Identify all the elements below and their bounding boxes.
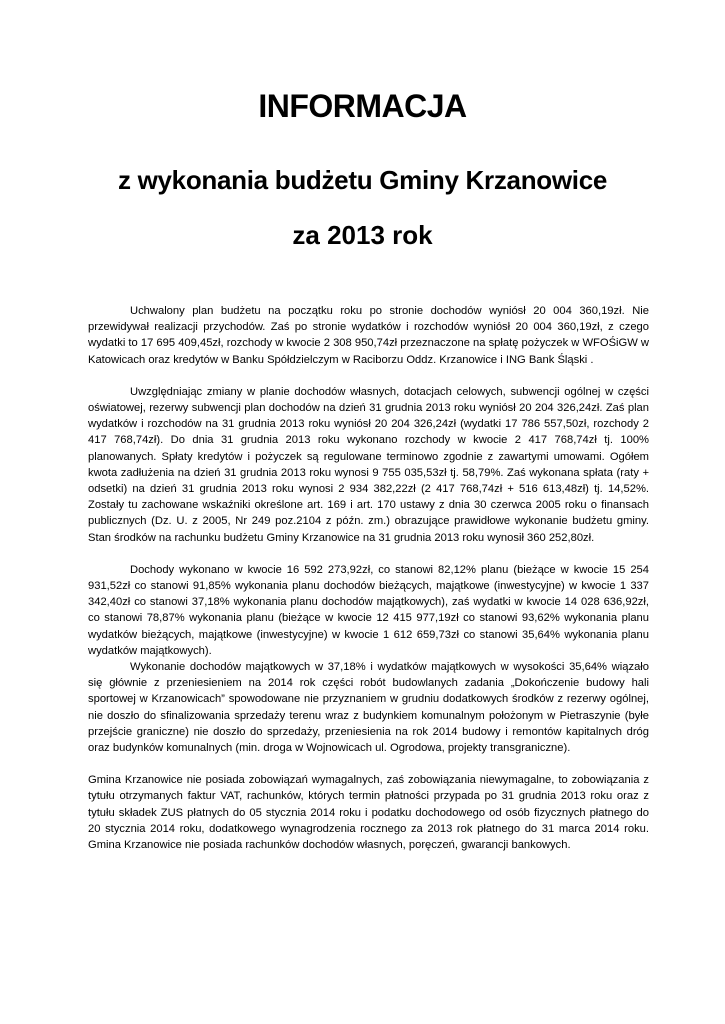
paragraph-liabilities: Gmina Krzanowice nie posiada zobowiązań wymagalnych, zaś zobowiązania niewymagalne, to zobowiązania z tytułu otrzymanych faktur VAT, rachunków, których termin płatności przypada po 31 grudnia 2013 roku oraz z tytułu składek ZUS płatnych do 05 stycznia 2014 roku i podatku dochodowego od osób fizycznych płatnego do 20 stycznia 2014 roku, dodatkowego wynagrodzenia rocznego za 2013 rok płatnego do 31 marca 2014 roku. Gmina Krzanowice nie posiada rachunków dochodów własnych, poręczeń, gwarancji bankowych. xyxy=(88,774,649,852)
document-subtitle-year: za 2013 rok xyxy=(292,220,433,250)
paragraph-budget-plan: Uchwalony plan budżetu na początku roku po stronie dochodów wyniósł 20 004 360,19zł. Nie przewidywał realizacji przychodów. Zaś po stronie wydatków i rozchodów wyniósł 20 004 360,19zł, z czego wydatki to 17 695 409,45zł, rozchody w kwocie 2 308 950,74zł przeznaczone na spłatę pożyczek w WFOŚiGW w Katowicach oraz kredytów w Banku Spółdzielczym w Raciborzu Oddz. Krzanowice i ING Bank Śląski . xyxy=(88,305,649,366)
paragraph-income-execution: Dochody wykonano w kwocie 16 592 273,92zł, co stanowi 82,12% planu (bieżące w kwocie 15 254 931,52zł co stanowi 91,85% wykonania planu dochodów bieżących, majątkowe (inwestycyjne) w kwocie 1 337 342,40zł co stanowi 37,18% wykonania planu dochodów majątkowych), zaś wydatki w kwocie 14 028 636,92zł, co stanowi 78,87% wykonania planu (bieżące w kwocie 12 415 977,19zł co stanowi 93,62% wykonania planu wydatków bieżących, majątkowe (inwestycyjne) w kwocie 1 612 659,73zł co stanowi 35,64% wykonania planu wydatków majątkowych). xyxy=(88,563,649,657)
paragraph-plan-changes: Uwzględniając zmiany w planie dochodów własnych, dotacjach celowych, subwencji ogólnej w części oświatowej, rezerwy subwencji plan dochodów na dzień 31 grudnia 2013 roku wyniósł 20 204 326,24zł. Zaś plan wydatków i rozchodów na 31 grudnia 2013 roku wyniósł 20 204 326,24zł (wydatki 17 786 557,50zł, rozchody 2 417 768,74zł). Do dnia 31 grudnia 2013 roku wykonano rozchody w kwocie 2 417 768,74zł tj. 100% planowanych. Spłaty kredytów i pożyczek są regulowane terminowo zgodnie z zawartymi umowami. Ogółem kwota zadłużenia na dzień 31 grudnia 2013 roku wynosi 9 755 035,53zł tj. 58,79%. Zaś wykonana spłata (raty + odsetki) na dzień 31 grudnia 2013 roku wynosi 2 934 382,22zł (2 417 768,74zł + 516 613,48zł) tj. 14,52%. Zostały tu zachowane wskaźniki określone art. 169 i art. 170 ustawy z dnia 30 czerwca 2005 roku o finansach publicznych (Dz. U. z 2005, Nr 249 poz.2104 z późn. zm.) obrazujące prawidłowe wykonanie budżetu gminy. Stan środków na rachunku budżetu Gminy Krzanowice na 31 grudnia 2013 roku wynosił 360 252,80zł. xyxy=(88,385,649,544)
document-title: INFORMACJA xyxy=(258,88,467,124)
document-subtitle: z wykonania budżetu Gminy Krzanowice xyxy=(117,165,608,195)
paragraph-capital-execution: Wykonanie dochodów majątkowych w 37,18% i wydatków majątkowych w wysokości 35,64% wiązało się głównie z przeniesieniem na 2014 rok części robót budowlanych zadania „Dokończenie budowy hali sportowej w Krzanowicach” spowodowane nie przyznaniem w grudniu dodatkowych środków z rezerwy ogólnej, nie doszło do sfinalizowania sprzedaży terenu wraz z budynkiem komunalnym położonym w Pietraszynie (byłe przejście graniczne) nie doszło do sprzedaży, przeniesienia na rok 2014 budowy i remontów kapitalnych dróg oraz budynków komunalnych (min. droga w Wojnowicach ul. Ogrodowa, projekty transgraniczne). xyxy=(88,661,649,755)
document-body xyxy=(88,303,649,853)
